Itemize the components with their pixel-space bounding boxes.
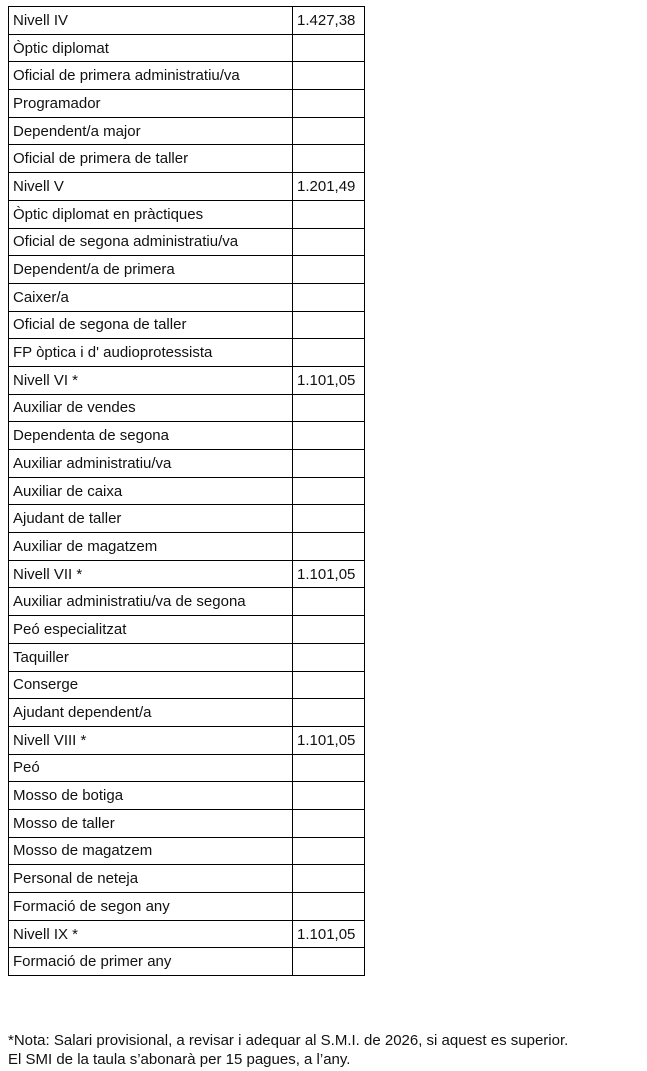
row-salary (293, 256, 365, 284)
row-label: Auxiliar administratiu/va (9, 450, 293, 478)
row-salary (293, 616, 365, 644)
row-label: Nivell VIII * (9, 726, 293, 754)
row-label: Auxiliar de vendes (9, 394, 293, 422)
row-label: Ajudant de taller (9, 505, 293, 533)
category-row (9, 283, 365, 311)
row-label: Òptic diplomat en pràctiques (9, 200, 293, 228)
level-row (9, 726, 365, 754)
row-salary (293, 948, 365, 976)
category-row (9, 616, 365, 644)
category-row (9, 422, 365, 450)
level-row (9, 7, 365, 35)
row-label: Personal de neteja (9, 865, 293, 893)
category-row (9, 533, 365, 561)
row-label: Òptic diplomat (9, 34, 293, 62)
row-salary (293, 671, 365, 699)
category-row (9, 311, 365, 339)
row-label: Oficial de primera administratiu/va (9, 62, 293, 90)
row-label: Caixer/a (9, 283, 293, 311)
row-salary (293, 450, 365, 478)
row-salary: 1.101,05 (293, 560, 365, 588)
category-row (9, 699, 365, 727)
row-salary (293, 145, 365, 173)
category-row (9, 90, 365, 118)
row-label: Programador (9, 90, 293, 118)
row-salary (293, 505, 365, 533)
row-salary (293, 117, 365, 145)
row-label: Auxiliar administratiu/va de segona (9, 588, 293, 616)
row-salary (293, 311, 365, 339)
row-salary (293, 809, 365, 837)
level-row (9, 366, 365, 394)
row-salary (293, 699, 365, 727)
row-label: Dependenta de segona (9, 422, 293, 450)
row-salary (293, 837, 365, 865)
category-row (9, 34, 365, 62)
row-label: Conserge (9, 671, 293, 699)
footnote (8, 1031, 568, 1069)
category-row (9, 450, 365, 478)
level-row (9, 920, 365, 948)
level-row (9, 560, 365, 588)
category-row (9, 228, 365, 256)
row-label: Peó (9, 754, 293, 782)
row-label: Ajudant dependent/a (9, 699, 293, 727)
row-salary (293, 893, 365, 921)
category-row (9, 256, 365, 284)
row-salary (293, 62, 365, 90)
salary-table (8, 6, 365, 976)
row-label: Nivell IV (9, 7, 293, 35)
category-row (9, 62, 365, 90)
row-label: Dependent/a de primera (9, 256, 293, 284)
row-label: Peó especialitzat (9, 616, 293, 644)
row-label: Dependent/a major (9, 117, 293, 145)
row-salary (293, 754, 365, 782)
category-row (9, 200, 365, 228)
row-salary (293, 200, 365, 228)
row-label: Formació de primer any (9, 948, 293, 976)
row-label: Nivell VII * (9, 560, 293, 588)
row-salary (293, 34, 365, 62)
row-salary (293, 643, 365, 671)
category-row (9, 505, 365, 533)
row-label: Nivell IX * (9, 920, 293, 948)
row-label: Oficial de segona administratiu/va (9, 228, 293, 256)
level-row (9, 173, 365, 201)
row-salary (293, 90, 365, 118)
row-label: FP òptica i d' audioprotessista (9, 339, 293, 367)
category-row (9, 394, 365, 422)
row-salary (293, 339, 365, 367)
row-salary (293, 588, 365, 616)
category-row (9, 754, 365, 782)
row-label: Mosso de botiga (9, 782, 293, 810)
category-row (9, 893, 365, 921)
row-label: Oficial de primera de taller (9, 145, 293, 173)
row-label: Mosso de magatzem (9, 837, 293, 865)
category-row (9, 948, 365, 976)
row-salary: 1.101,05 (293, 920, 365, 948)
footnote-line-2: El SMI de la taula s’abonarà per 15 pagues, a l’any. (8, 1051, 351, 1068)
row-salary (293, 477, 365, 505)
row-salary (293, 533, 365, 561)
row-label: Oficial de segona de taller (9, 311, 293, 339)
row-salary (293, 228, 365, 256)
row-salary: 1.101,05 (293, 366, 365, 394)
row-label: Taquiller (9, 643, 293, 671)
row-label: Nivell VI * (9, 366, 293, 394)
category-row (9, 477, 365, 505)
row-salary (293, 394, 365, 422)
row-label: Mosso de taller (9, 809, 293, 837)
row-salary (293, 283, 365, 311)
row-salary: 1.427,38 (293, 7, 365, 35)
category-row (9, 643, 365, 671)
category-row (9, 865, 365, 893)
row-salary: 1.101,05 (293, 726, 365, 754)
row-salary (293, 782, 365, 810)
category-row (9, 117, 365, 145)
row-salary (293, 865, 365, 893)
category-row (9, 782, 365, 810)
row-label: Auxiliar de magatzem (9, 533, 293, 561)
row-salary: 1.201,49 (293, 173, 365, 201)
category-row (9, 809, 365, 837)
category-row (9, 145, 365, 173)
row-label: Nivell V (9, 173, 293, 201)
category-row (9, 837, 365, 865)
footnote-line-1: *Nota: Salari provisional, a revisar i adequar al S.M.I. de 2026, si aquest es superior. (8, 1032, 569, 1049)
row-salary (293, 422, 365, 450)
category-row (9, 588, 365, 616)
row-label: Auxiliar de caixa (9, 477, 293, 505)
category-row (9, 339, 365, 367)
category-row (9, 671, 365, 699)
row-label: Formació de segon any (9, 893, 293, 921)
